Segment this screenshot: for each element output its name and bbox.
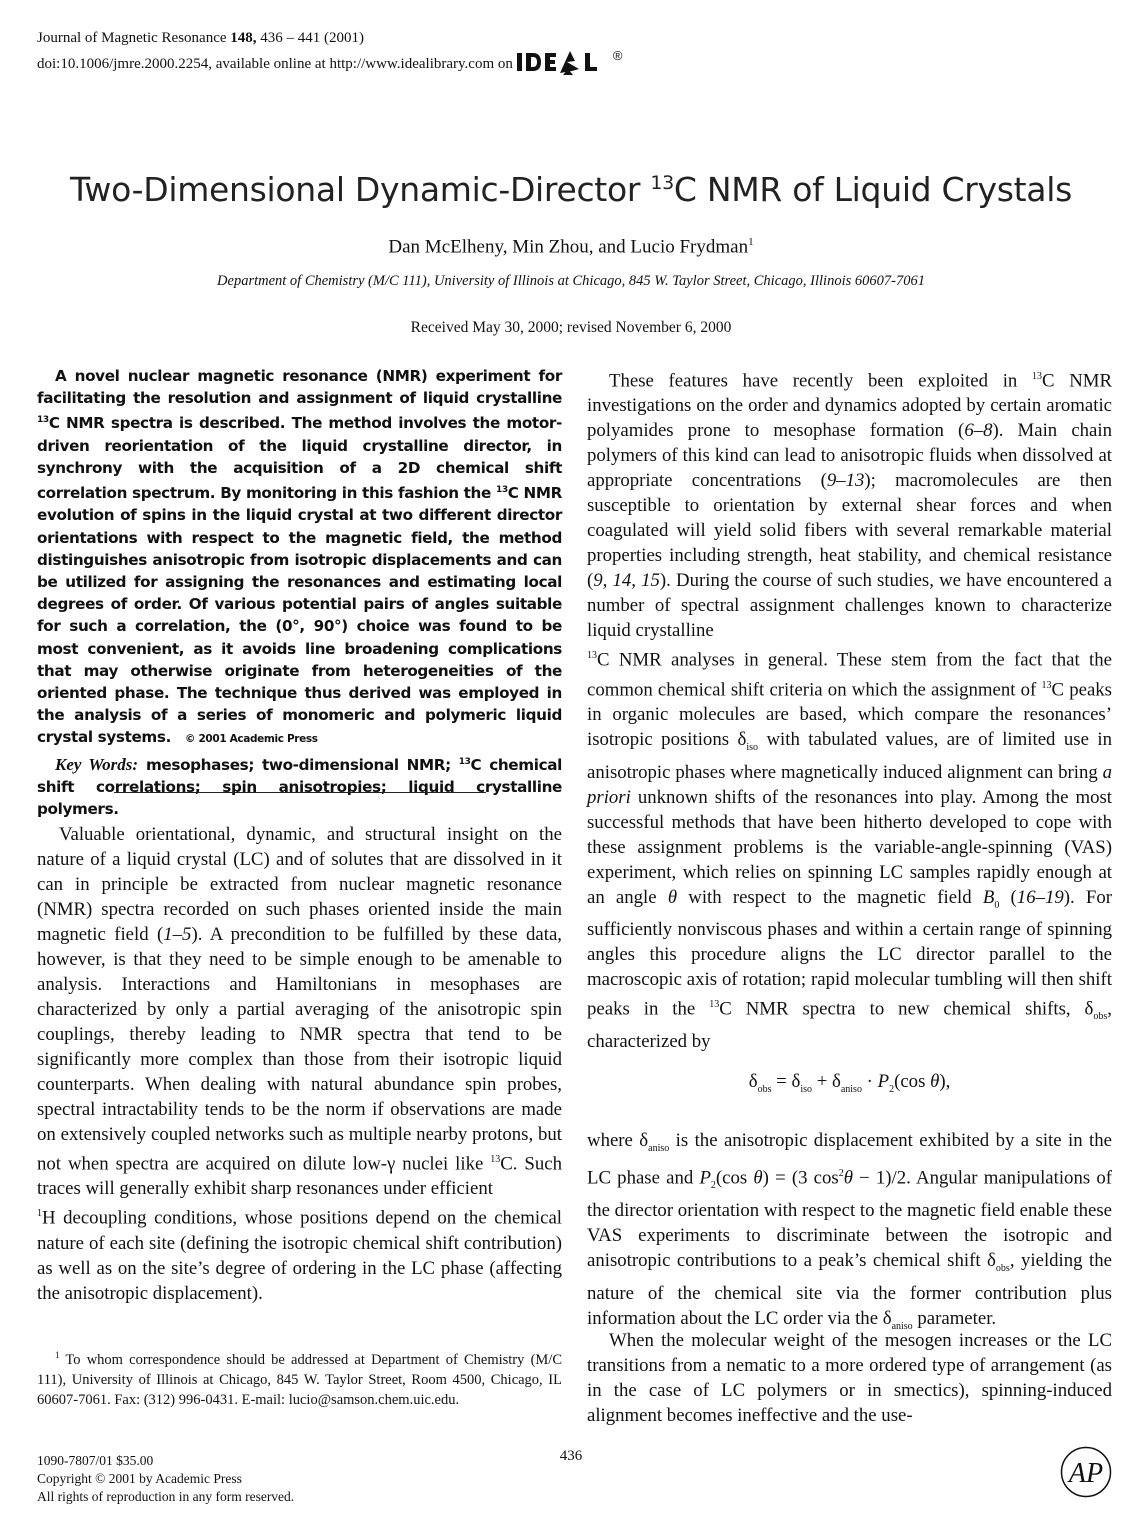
body-text: − 1)/2. Angular manipulations of the director orientation with respect to the magnetic field enable these VAS experiments to discriminate between the isotropic and anisotropic contributions to a peak’s chemical shift δ bbox=[587, 1167, 1112, 1271]
body-text: ) = (3 cos bbox=[762, 1167, 839, 1189]
publisher-logo-text: AP bbox=[1068, 1458, 1104, 1489]
keywords-text: C chemical shift correlations; spin anisotropies; liquid crystalline polymers. bbox=[37, 755, 562, 819]
journal-header bbox=[37, 28, 623, 79]
isotope-superscript: 13 bbox=[709, 999, 720, 1011]
subscript: obs bbox=[995, 1262, 1010, 1274]
body-text: parameter. bbox=[912, 1307, 997, 1329]
subscript: 2 bbox=[710, 1179, 716, 1191]
article-title bbox=[0, 170, 1142, 209]
body-text: is the anisotropic displacement exhibited by a site in the LC phase and bbox=[587, 1130, 1112, 1189]
superscript: 2 bbox=[838, 1167, 844, 1179]
reference-link[interactable]: 9–13 bbox=[826, 470, 865, 492]
body-text: These features have recently been exploited in bbox=[609, 370, 1032, 392]
isotope-superscript: 13 bbox=[490, 1154, 501, 1165]
abstract-copyright: © 2001 Academic Press bbox=[185, 733, 318, 746]
abstract-text bbox=[37, 365, 562, 751]
math-symbol: + δ bbox=[812, 1071, 841, 1092]
body-paragraph bbox=[587, 1328, 1112, 1428]
issn-price: 1090-7807/01 $35.00 bbox=[37, 1453, 154, 1468]
body-text: C NMR analyses in general. These stem from the fact that the common chemical shift criteria on which the assignment of bbox=[587, 649, 1112, 700]
copyright-block bbox=[37, 1452, 294, 1506]
abstract-text-part: A novel nuclear magnetic resonance (NMR) experiment for facilitating the resolution and assignment of liquid crystalline bbox=[37, 367, 562, 408]
body-text: ). A precondition to be fulfilled by these data, however, is that they need to be simple enough to be amenable to analysis. Interactions and Hamiltonians in mesophases are characterized by only a partial averaging of the anisotropic spin couplings, thereby leading to NMR spectra that tend to be significantly more complex than those from their isotropic liquid counterparts. When dealing with natural abundance spin probes, spectral intractability tends to be the norm if observations are made on extensively coupled networks such as multiple nearby protons, but not when spectra are acquired on dilute low-γ nuclei like bbox=[37, 924, 562, 1175]
ideal-logo bbox=[515, 47, 624, 77]
subscript: 2 bbox=[889, 1083, 895, 1095]
isotope-superscript: 13 bbox=[1032, 371, 1042, 382]
reference-link[interactable]: 16–19 bbox=[1016, 886, 1064, 908]
received-dates: Received May 30, 2000; revised November 6, 2000 bbox=[410, 319, 732, 336]
registered-mark: ® bbox=[612, 48, 624, 63]
body-text: ); macromolecules are then susceptible to orientation by external shear forces and when coagulated will yield solid fibers with several remarkable material properties including strength, heat stability, and chemical resistance ( bbox=[587, 470, 1112, 592]
body-text: where δ bbox=[587, 1130, 649, 1151]
math-symbol: B bbox=[982, 886, 995, 908]
body-text: , yielding the nature of the chemical site via the former contribution plus information about the LC order via the δ bbox=[587, 1249, 1112, 1329]
keywords-text: mesophases; two-dimensional NMR; bbox=[138, 755, 459, 774]
subscript: obs bbox=[1093, 1011, 1108, 1023]
journal-citation bbox=[37, 28, 623, 49]
italic-text: a priori bbox=[587, 761, 1112, 808]
isotope-superscript: 13 bbox=[495, 485, 508, 496]
intro-paragraph bbox=[37, 822, 562, 1306]
academic-press-logo-icon bbox=[1060, 1446, 1112, 1498]
math-symbol: · bbox=[861, 1071, 878, 1092]
footnote-text: To whom correspondence should be addressed at Department of Chemistry (M/C 111), University of Illinois at Chicago, 845 W. Taylor Street, Room 4500, Chicago, IL 60607-7061. Fax: (312) 996-0431. E-mail: lucio@samson.chem.uic.edu. bbox=[37, 1351, 562, 1408]
title-isotope: 13 bbox=[650, 172, 674, 194]
ideal-logo-icon bbox=[515, 47, 611, 77]
math-symbol: P bbox=[877, 1071, 890, 1092]
page-number: 436 bbox=[559, 1448, 583, 1464]
isotope-superscript: 13 bbox=[1041, 679, 1052, 691]
equation bbox=[587, 1071, 1112, 1095]
body-paragraph: These features have recently been exploited in $^{13}$C NMR investigations on the order and dynamics adopted by certain aromatic polyamides prone to mesophase formation (6–8). Main chain polymers of this kind can lead to anisotropic fluids when dissolved at appropriate concentrations (9–13); macromolecules are then susceptible to orientation by external shear forces and when coagulated will yield solid fibers with several remarkable material properties including strength, heat stability, and chemical resistance (9, 14, 15). During the course of such studies, we have encountered a number of spectral assignment challenges known to characterize liquid crystalline $^{13}$C NMR analyses in general. These stem from the fact that the common chemical shift criteria on which the assignment of $^{13}$C peaks in organic molecules are based, which compare the resonances’ isotropic positions $\delta_{iso}$ with tabulated values, are of limited use in anisotropic phases where magnetically induced alignment can bring a priori unknown shifts of the resonances into play. Among the most successful methods that have been hitherto developed to cope with these assignment problems is the variable-angle-spinning (VAS) experiment, which relies on spinning LC samples rapidly enough at an angle θ with respect to the magnetic field $B_0$ (16–19). For sufficiently nonviscous phases and within a certain range of spinning angles this procedure aligns the LC director parallel to the macroscopic axis of rotation; rapid molecular tumbling will then shift peaks in the $^{13}$C NMR spectra to new chemical shifts, $\delta_{obs}$, characterized by bbox=[587, 370, 1113, 1053]
subscript: iso bbox=[746, 741, 758, 753]
title-part: Two-Dimensional Dynamic-Director bbox=[70, 170, 651, 209]
body-text: Valuable orientational, dynamic, and structural insight on the nature of a liquid crystal (LC) and of solutes that are dissolved in it can in principle be extracted from nuclear magnetic resonance (NMR) spectra recorded on such phases oriented inside the main magnetic field ( bbox=[37, 824, 562, 945]
body-text: . For sufficiently nonviscous phases and within a certain range of spinning angles this procedure aligns the LC director parallel to the macroscopic axis of rotation; rapid molecular tumbling will then shift peaks in the bbox=[587, 886, 1113, 1020]
author-names: Dan McElheny, Min Zhou, and Lucio Frydman bbox=[388, 236, 749, 258]
math-symbol: θ bbox=[843, 1167, 853, 1189]
subscript: obs bbox=[757, 1083, 772, 1095]
subscript: aniso bbox=[648, 1142, 670, 1154]
body-text: (cos bbox=[715, 1167, 754, 1189]
body-text: C NMR spectra to new chemical shifts, δ bbox=[719, 998, 1094, 1020]
math-symbol: δ bbox=[748, 1071, 758, 1092]
journal-volume: 148, bbox=[230, 30, 257, 46]
isotope-superscript: 13 bbox=[587, 650, 597, 662]
body-text: C peaks in organic molecules are based, which compare the resonances’ isotropic positions δ bbox=[587, 678, 1112, 750]
footnote-mark: 1 bbox=[748, 236, 754, 248]
authors bbox=[0, 236, 1142, 258]
isotope-superscript: 1 bbox=[37, 1208, 42, 1220]
reference-link[interactable]: 1–5 bbox=[163, 924, 192, 945]
body-text: with respect to the magnetic field bbox=[677, 886, 983, 908]
reference-link[interactable]: 6–8 bbox=[964, 420, 993, 442]
doi-line: doi:10.1006/jmre.2000.2254, available online at http://www.idealibrary.com on bbox=[37, 55, 513, 72]
body-text: unknown shifts of the resonances into play. Among the most successful methods that have been hitherto developed to cope with these assignment problems is the variable-angle-spinning (VAS) experiment, which relies on spinning LC samples rapidly enough at an angle bbox=[587, 786, 1112, 908]
footnote bbox=[37, 1345, 562, 1410]
math-symbol: = δ bbox=[771, 1071, 801, 1092]
subscript: aniso bbox=[891, 1320, 913, 1332]
math-symbol: θ bbox=[667, 886, 678, 908]
body-text: H decoupling conditions, whose positions depend on the chemical nature of each site (defining the isotropic chemical shift contribution) as well as on the site’s degree of ordering in the LC phase (affecting the anisotropic displacement). bbox=[37, 1207, 562, 1304]
affiliation: Department of Chemistry (M/C 111), University of Illinois at Chicago, 845 W. Taylor Street, Chicago, Illinois 60607-7061 bbox=[217, 273, 925, 289]
body-text: with tabulated values, are of limited use in anisotropic phases where magnetically induced alignment can bring bbox=[587, 728, 1112, 783]
journal-pages-year: 436 – 441 (2001) bbox=[260, 30, 365, 46]
keywords bbox=[37, 751, 562, 821]
body-text: ). Main chain polymers of this kind can lead to anisotropic fluids when dissolved at appropriate concentrations ( bbox=[587, 420, 1112, 492]
body-text: C NMR investigations on the order and dynamics adopted by certain aromatic polyamides prone to mesophase formation ( bbox=[587, 370, 1113, 442]
body-text: C. Such traces will generally exhibit sharp resonances under efficient bbox=[37, 1153, 562, 1200]
abstract-text-part: C NMR spectra is described. The method involves the motor-driven reorientation of the liquid crystalline director, in synchrony with the acquisition of a 2D chemical shift correlation spectrum. By monitoring in this fashion the bbox=[37, 414, 562, 503]
rights-line: All rights of reproduction in any form reserved. bbox=[37, 1489, 295, 1504]
math-symbol: (cos bbox=[894, 1071, 931, 1092]
footnote-mark: 1 bbox=[55, 1350, 60, 1360]
isotope-superscript: 13 bbox=[37, 415, 49, 426]
subscript: iso bbox=[800, 1083, 812, 1095]
reference-link[interactable]: 9, 14, 15 bbox=[593, 570, 660, 592]
abstract-divider bbox=[114, 792, 486, 793]
body-paragraph bbox=[587, 1128, 1112, 1338]
abstract-text-part: C NMR evolution of spins in the liquid crystal at two different director orientations with respect to the magnetic field, the method distinguishes anisotropic from isotropic displacements and can be utilized for assigning the resonances and estimating local degrees of order. Of various potential pairs of angles suitable for such a correlation, the (0°, 90°) choice was found to be most convenient, as it avoids line broadening complications that may otherwise originate from heterogeneities of the oriented phase. The technique thus derived was employed in the analysis of a series of monomeric and polymeric liquid crystal systems. bbox=[37, 484, 563, 747]
title-part: C NMR of Liquid Crystals bbox=[673, 170, 1072, 209]
math-symbol: P bbox=[699, 1167, 711, 1189]
body-text: , characterized by bbox=[587, 998, 1112, 1053]
math-symbol: ), bbox=[939, 1071, 951, 1092]
subscript: 0 bbox=[994, 899, 1000, 911]
math-symbol: θ bbox=[930, 1071, 940, 1092]
copyright-line: Copyright © 2001 by Academic Press bbox=[37, 1471, 242, 1486]
body-text: When the molecular weight of the mesogen increases or the LC transitions from a nematic to a more ordered type of arrangement (as in the case of LC polymers or in smectics), spinning-induced alignment becomes ineffective and the use- bbox=[587, 1330, 1112, 1426]
isotope-superscript: 13 bbox=[458, 756, 471, 767]
math-symbol: θ bbox=[753, 1167, 763, 1189]
abstract bbox=[37, 365, 562, 820]
subscript: aniso bbox=[840, 1083, 862, 1095]
keywords-label: Key Words: bbox=[55, 754, 139, 774]
body-text: ). During the course of such studies, we have encountered a number of spectral assignment challenges known to characterize liquid crystalline bbox=[587, 570, 1112, 642]
journal-name: Journal of Magnetic Resonance bbox=[37, 30, 227, 46]
